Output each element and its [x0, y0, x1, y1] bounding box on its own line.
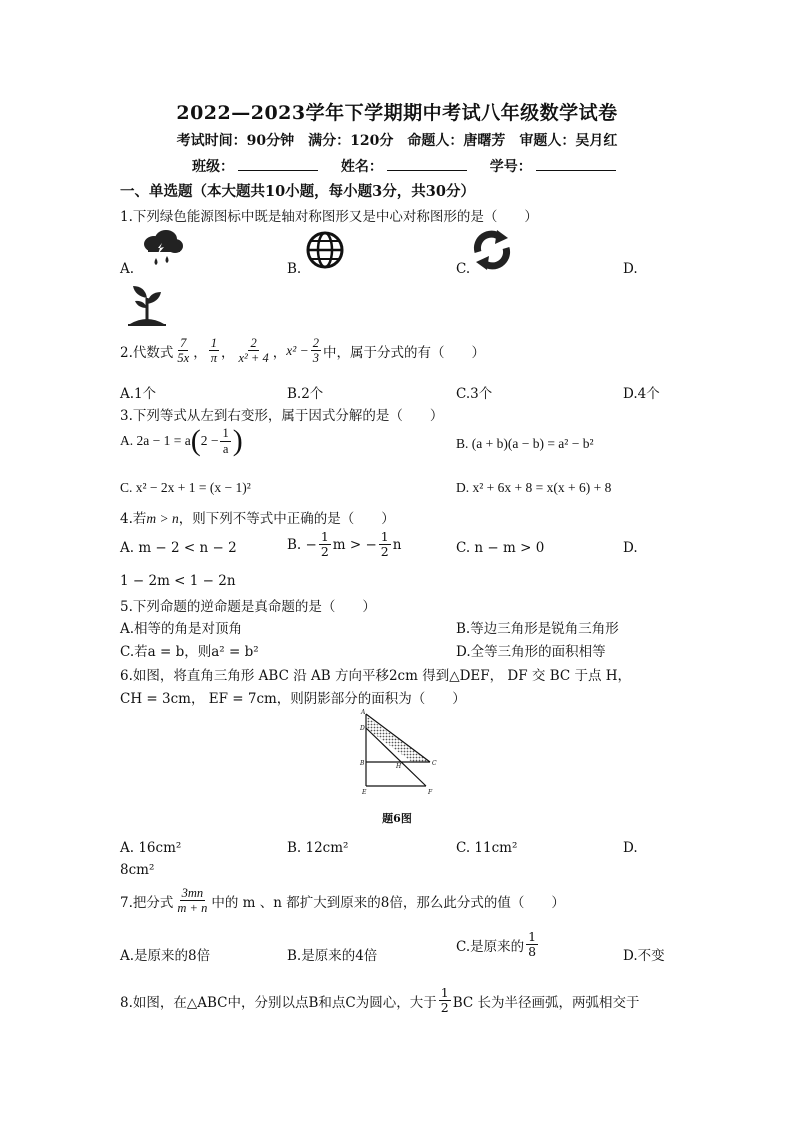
fraction: $\frac{1}{2}$ — [320, 529, 329, 560]
q7-option-a: A.是原来的8倍 — [120, 948, 211, 964]
fig-label-c: C — [432, 760, 437, 767]
q5-option-a: A.相等的角是对顶角 — [120, 621, 243, 637]
q3-option-a: A. 2a − 1 = a ( 2 − $\frac{1}{a}$ ) — [120, 424, 243, 457]
fraction: $\frac{1}{\pi}$ — [210, 336, 217, 366]
fraction: $\frac{1}{2}$ — [440, 985, 449, 1016]
q2-option-a: A.1个 — [120, 386, 157, 402]
fraction: $\frac{3mn}{m + n}$ — [177, 886, 208, 916]
fig-label-b: B — [360, 760, 365, 767]
q1-stem: 1.下列绿色能源图标中既是轴对称图形又是中心对称图形的是（ ） — [120, 209, 538, 225]
recycle-arrows-icon — [470, 228, 514, 272]
q1-option-d: D. — [623, 261, 638, 277]
class-blank[interactable] — [238, 158, 318, 171]
sprout-icon — [126, 284, 168, 328]
name-blank[interactable] — [387, 158, 467, 171]
q6-figure-caption: 题6图 — [382, 812, 412, 825]
q6-option-c: C. 11cm² — [456, 840, 518, 856]
q6-option-b: B. 12cm² — [287, 840, 349, 856]
q6-option-d: D. — [623, 840, 638, 856]
section-heading: 一、单选题（本大题共10小题，每小题3分，共30分） — [120, 183, 475, 200]
q2-option-b: B.2个 — [287, 386, 324, 402]
globe-icon — [305, 230, 345, 270]
q4-option-d-continued: 1 − 2m < 1 − 2n — [120, 573, 236, 589]
q6-stem-line1: 6.如图，将直角三角形 ABC 沿 AB 方向平移2cm 得到△DEF， DF 交 BC 于点 H， — [120, 668, 632, 684]
fig-label-f: F — [428, 789, 433, 796]
fraction: $\frac{1}{8}$ — [528, 929, 537, 960]
q4-option-a: A. m − 2 < n − 2 — [120, 540, 237, 556]
q4-option-c: C. n − m > 0 — [456, 540, 545, 556]
fig-label-h: H — [396, 763, 402, 770]
q7-stem: 7.把分式 $\frac{3mn}{m + n}$ 中的 m 、n 都扩大到原来的8倍，那么此分式的值（ ） — [120, 886, 565, 916]
q2-stem: 2.代数式 $\frac{7}{5x}$ ， $\frac{1}{\pi}$ ， $\frac{2}{\text{x² + 4}}$ ， x² − $\frac{2}{3}$ 中，属于分式的有（ ） — [120, 336, 485, 366]
fraction: $\frac{2}{\text{x² + 4}}$ — [238, 336, 269, 366]
q5-option-b: B.等边三角形是锐角三角形 — [456, 621, 619, 637]
q4-option-d: D. — [623, 540, 638, 556]
q6-stem-line2: CH = 3cm， EF = 7cm，则阴影部分的面积为（ ） — [120, 691, 466, 707]
q3-stem: 3.下列等式从左到右变形，属于因式分解的是（ ） — [120, 408, 444, 424]
fraction: $\frac{7}{5x}$ — [177, 336, 190, 366]
q2-option-c: C.3个 — [456, 386, 493, 402]
fraction: $\frac{2}{3}$ — [312, 336, 319, 366]
q7-option-c: C.是原来的 $\frac{1}{8}$ — [456, 929, 537, 960]
q7-option-b: B.是原来的4倍 — [287, 948, 378, 964]
q6-option-d-continued: 8cm² — [120, 862, 155, 878]
q4-option-b: B. − $\frac{1}{2}$ m > − $\frac{1}{2}$ n — [287, 529, 402, 560]
exam-title: 2022—2023学年下学期期中考试八年级数学试卷 — [176, 102, 618, 124]
q1-option-a: A. — [120, 261, 135, 277]
fig-label-e: E — [362, 789, 367, 796]
q6-figure — [352, 708, 442, 800]
name-label: 姓名： — [340, 159, 383, 175]
q3-option-b: B. (a + b)(a − b) = a² − b² — [456, 436, 594, 451]
fig-label-d: D — [360, 725, 365, 732]
q8-stem: 8.如图，在△ABC中，分别以点B和点C为圆心，大于 $\frac{1}{2}$ BC 长为半径画弧，两弧相交于 — [120, 985, 640, 1016]
student-info-fields — [192, 156, 634, 176]
fraction: $\frac{1}{a}$ — [222, 426, 229, 456]
fraction: $\frac{1}{2}$ — [380, 529, 389, 560]
q4-stem: 4.若m > n，则下列不等式中正确的是（ ） — [120, 511, 395, 527]
q5-option-d: D.全等三角形的面积相等 — [456, 644, 606, 660]
exam-meta: 考试时间：90分钟 满分：120分 命题人：唐曙芳 审题人：吴月红 — [176, 133, 618, 149]
q5-option-c: C.若a = b，则a² = b² — [120, 644, 259, 660]
class-label: 班级： — [192, 159, 234, 175]
number-label: 学号： — [489, 159, 532, 175]
q2-option-d: D.4个 — [623, 386, 660, 402]
cloud-rain-icon — [140, 228, 186, 270]
q3-option-c: C. x² − 2x + 1 = (x − 1)² — [120, 480, 251, 495]
q1-option-b: B. — [287, 261, 302, 277]
q7-option-d: D.不变 — [623, 948, 665, 964]
q6-option-a: A. 16cm² — [120, 840, 182, 856]
fig-label-a: A — [361, 709, 366, 716]
q3-option-d: D. x² + 6x + 8 = x(x + 6) + 8 — [456, 480, 612, 495]
q5-stem: 5.下列命题的逆命题是真命题的是（ ） — [120, 599, 376, 615]
number-blank[interactable] — [536, 158, 616, 171]
q1-option-c: C. — [456, 261, 471, 277]
